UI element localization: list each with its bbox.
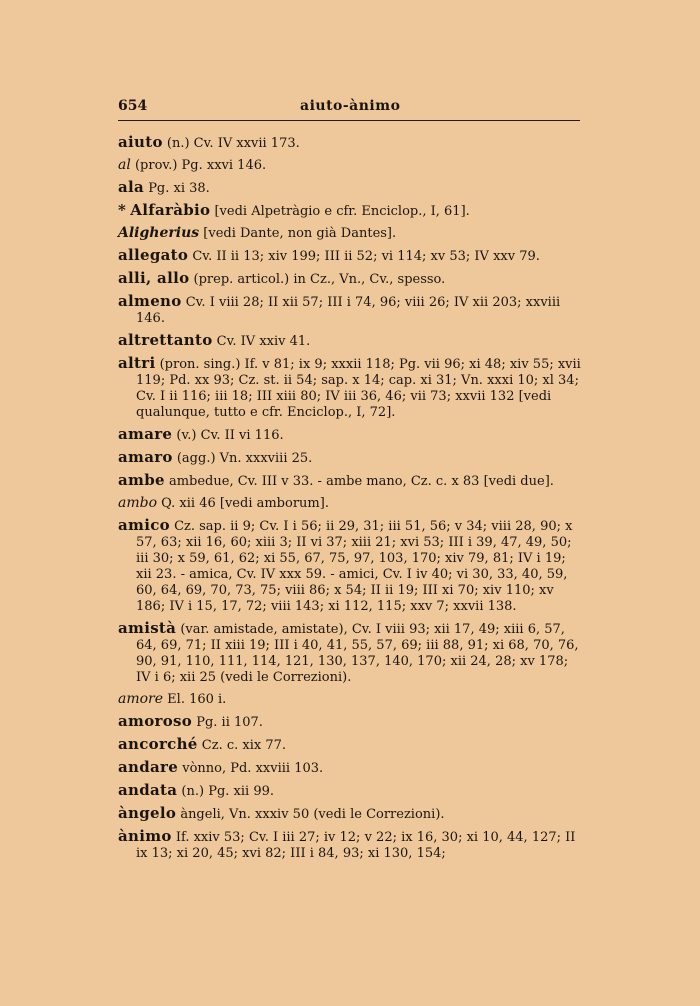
entry-alfarabio: [118, 202, 582, 220]
entry-body: (pron. sing.) If. v 81; ix 9; xxxii 118; Pg. vii 96; xi 48; xiv 55; xvii 119; Pd. xx 93; Cz. st. ii 54; sap. x 14; cap. xi 31; Vn. xxxi 10; xl 34; Cv. I ii 116; iii 18; III xiii 80; IV iii 36, 46; vii 73; xxvii 132 [vedi qualunque, tutto e cfr. Enciclop., I, 72].: [136, 357, 581, 420]
headword: alli, allo: [118, 269, 190, 287]
entry-body: Cv. II ii 13; xiv 199; III ii 52; vi 114; xv 53; IV xxv 79.: [192, 249, 540, 264]
entry-body: El. 160 i.: [167, 692, 227, 707]
headword: al: [118, 157, 131, 173]
page-number: 654: [118, 98, 148, 114]
entry-aligherius: [118, 225, 582, 242]
running-head: aiuto-ànimo: [300, 98, 401, 114]
entry-body: Cz. sap. ii 9; Cv. I i 56; ii 29, 31; iii 51, 56; v 34; viii 28, 90; x 57, 63; xii 16, 60; xiii 3; II vi 37; xiii 21; xvi 53; III i 39, 47, 49, 50; iii 30; x 59, 61, 62; xi 55, 67, 75, 97, 103, 170; xiv 79, 81; IV i 19; xii 23. - amica, Cv. IV xxx 59. - amici, Cv. I iv 40; vi 30, 33, 40, 59, 60, 64, 69, 70, 73, 75; viii 86; x 54; II ii 19; III xi 70; xiv 110; xv 186; IV i 15, 17, 72; viii 143; xi 112, 115; xxv 7; xxvii 138.: [136, 519, 573, 614]
entry-body: [vedi Dante, non già Dantes].: [203, 226, 397, 241]
headword: ancorché: [118, 735, 198, 753]
headword: ambo: [118, 495, 158, 511]
star-marker: *: [118, 201, 127, 219]
entry-body: àngeli, Vn. xxxiv 50 (vedi le Correzioni).: [180, 807, 445, 822]
entry-altri: [118, 355, 582, 421]
entry-body: If. xxiv 53; Cv. I iii 27; iv 12; v 22; ix 16, 30; xi 10, 44, 127; II ix 13; xi 20, 45; xvi 82; III i 84, 93; xi 130, 154;: [136, 830, 576, 861]
entry-body: [vedi Alpetràgio e cfr. Enciclop., I, 61].: [214, 204, 470, 219]
entry-body: Cv. I viii 28; II xii 57; III i 74, 96; viii 26; IV xii 203; xxviii 146.: [136, 295, 561, 326]
entry-andata: [118, 782, 582, 800]
headword: amore: [118, 691, 164, 707]
entry-allegato: [118, 247, 582, 265]
entry-ambe: [118, 472, 582, 490]
entry-al: [118, 157, 582, 174]
header-rule: [118, 120, 580, 121]
headword: ala: [118, 178, 145, 196]
headword: allegato: [118, 246, 189, 264]
entry-animo: [118, 828, 582, 862]
entry-body: vònno, Pd. xxviii 103.: [182, 761, 324, 776]
entry-body: Cz. c. xix 77.: [201, 738, 287, 753]
entry-aiuto: [118, 134, 582, 152]
headword: amoroso: [118, 712, 193, 730]
entry-amico: [118, 517, 582, 615]
entry-body: (n.) Pg. xii 99.: [181, 784, 274, 799]
entry-body: Pg. ii 107.: [196, 715, 263, 730]
entry-amore: [118, 691, 582, 708]
headword: ànimo: [118, 827, 172, 845]
entry-amaro: [118, 449, 582, 467]
headword: ambe: [118, 471, 165, 489]
headword: almeno: [118, 292, 182, 310]
entry-angelo: [118, 805, 582, 823]
entry-andare: [118, 759, 582, 777]
entry-amista: [118, 620, 582, 686]
headword: andata: [118, 781, 178, 799]
entry-ancorche: [118, 736, 582, 754]
entry-amoroso: [118, 713, 582, 731]
headword: amare: [118, 425, 173, 443]
headword: Alfaràbio: [130, 201, 211, 219]
entry-body: ambedue, Cv. III v 33. - ambe mano, Cz. c. x 83 [vedi due].: [168, 474, 554, 489]
headword: altrettanto: [118, 331, 213, 349]
entry-body: (var. amistade, amistate), Cv. I viii 93; xii 17, 49; xiii 6, 57, 64, 69, 71; II xiii 19; III i 40, 41, 55, 57, 69; iii 88, 91; xi 68, 70, 76, 90, 91, 110, 111, 114, 121, 130, 137, 140, 170; xii 24, 28; xv 178; IV i 6; xii 25 (vedi le Correzioni).: [136, 622, 579, 685]
entry-body: (n.) Cv. IV xxvii 173.: [166, 136, 300, 151]
headword: amaro: [118, 448, 173, 466]
entry-body: Pg. xi 38.: [148, 181, 210, 196]
entry-ala: [118, 179, 582, 197]
entry-altrettanto: [118, 332, 582, 350]
entry-ambo: [118, 495, 582, 512]
entry-amare: [118, 426, 582, 444]
headword: amico: [118, 516, 170, 534]
entry-almeno: [118, 293, 582, 327]
entry-body: Q. xii 46 [vedi amborum].: [161, 496, 329, 511]
entry-body: (prep. articol.) in Cz., Vn., Cv., spesso.: [193, 272, 446, 287]
headword: aiuto: [118, 133, 163, 151]
entry-body: (v.) Cv. II vi 116.: [176, 428, 284, 443]
entry-body: Cv. IV xxiv 41.: [216, 334, 311, 349]
headword: Aligherius: [118, 225, 200, 241]
headword: andare: [118, 758, 179, 776]
headword: amistà: [118, 619, 177, 637]
headword: altri: [118, 354, 156, 372]
entry-alli-allo: [118, 270, 582, 288]
dictionary-entries: [118, 134, 582, 867]
entry-body: (prov.) Pg. xxvi 146.: [134, 158, 267, 173]
entry-body: (agg.) Vn. xxxviii 25.: [176, 451, 313, 466]
headword: àngelo: [118, 804, 177, 822]
